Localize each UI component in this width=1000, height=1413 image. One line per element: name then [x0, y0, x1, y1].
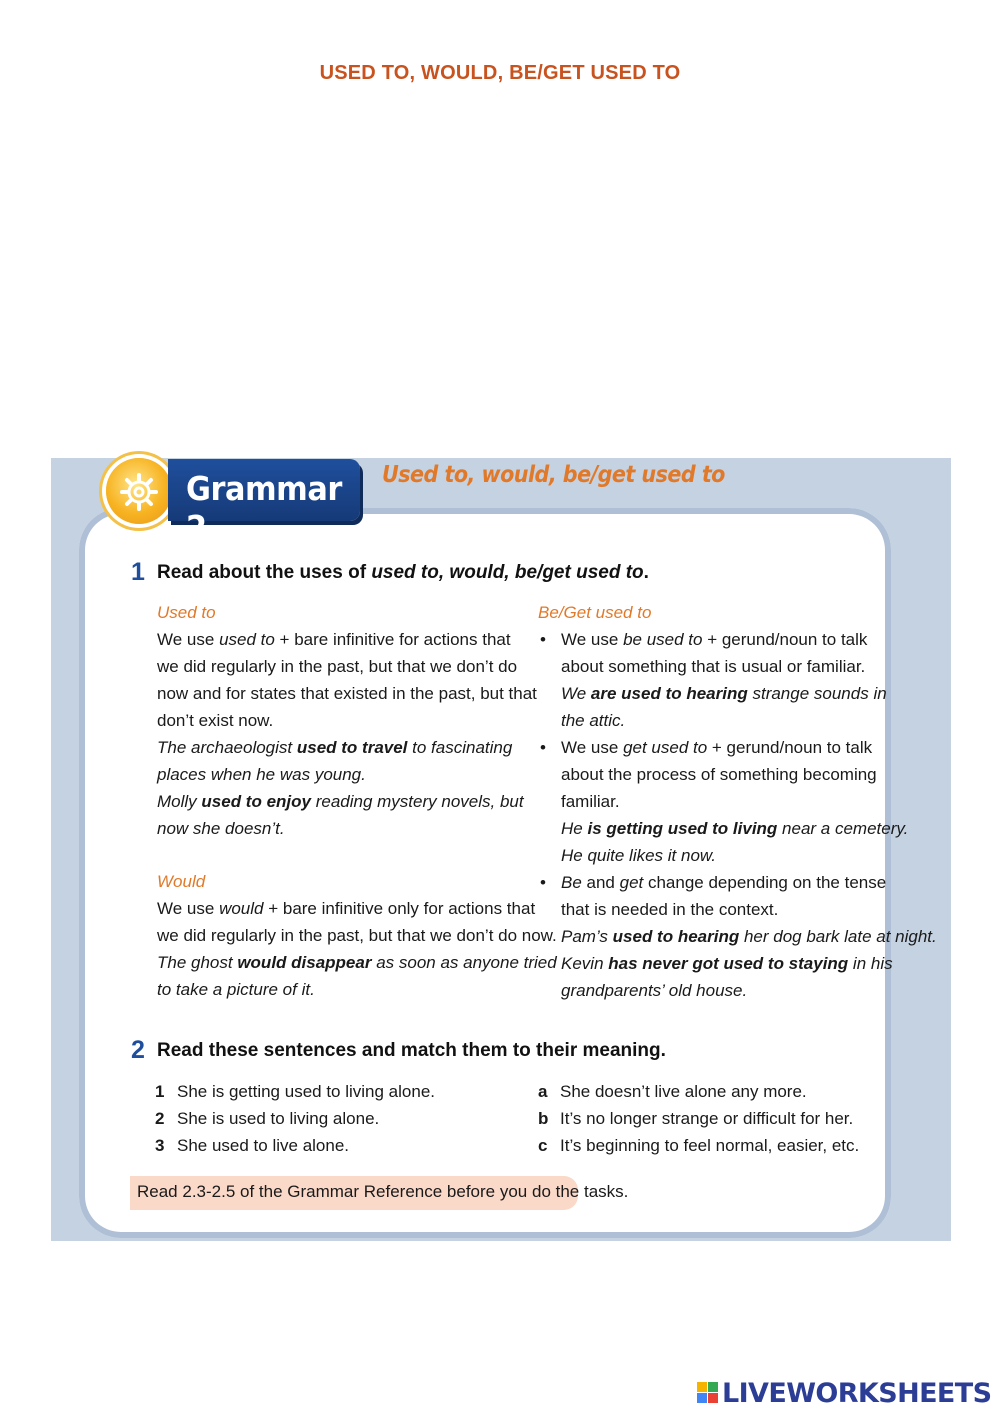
would-title: Would	[157, 872, 206, 891]
left-column	[157, 599, 557, 1003]
used-to-rule-term: used to	[219, 630, 275, 649]
logo-text: LIVEWORKSHEETS	[722, 1378, 992, 1409]
bullet-icon: •	[540, 873, 546, 892]
used-to-rule-c: + bare infinitive for actions that	[274, 630, 511, 649]
item-label: b	[538, 1109, 549, 1128]
rule-line: about the process of something becoming	[561, 765, 877, 784]
example-bold: used to enjoy	[201, 792, 311, 811]
would-rule-line: we did regularly in the past, but that we don’t do now.	[157, 926, 557, 945]
example-bold: used to hearing	[612, 927, 740, 946]
task-number-1: 1	[131, 558, 145, 586]
task1-heading-pre: Read about the uses of	[157, 562, 372, 583]
example-text: in his	[848, 954, 893, 973]
task1-heading	[157, 562, 649, 584]
used-to-rule-line: now and for states that existed in the past, but that	[157, 684, 537, 703]
rule-term: get used to	[623, 738, 708, 757]
rule-text: + gerund/noun to talk	[702, 630, 868, 649]
example-text: to fascinating	[407, 738, 513, 757]
example-text: We	[561, 684, 591, 703]
example-bold: would disappear	[237, 953, 372, 972]
example-bold: is getting used to living	[587, 819, 778, 838]
example-text: reading mystery novels, but	[310, 792, 524, 811]
example-bold: has never got used to staying	[608, 954, 849, 973]
item-text: She is getting used to living alone.	[177, 1082, 436, 1101]
rule-text: We use	[561, 738, 624, 757]
liveworksheets-logo	[697, 1378, 997, 1408]
list-item	[155, 1078, 435, 1105]
example-line: He quite likes it now.	[561, 846, 716, 865]
gear-icon	[119, 472, 159, 512]
would-rule-c: + bare infinitive only for actions that	[263, 899, 536, 918]
example-text: Molly	[157, 792, 202, 811]
bullet-icon: •	[540, 738, 546, 757]
be-get-bullet-2	[538, 734, 937, 869]
item-label: 3	[155, 1136, 165, 1155]
logo-icon	[697, 1382, 719, 1404]
section-subtitle: Used to, would, be/get used to	[382, 462, 725, 488]
reference-note	[130, 1176, 629, 1210]
would-rule-a: We use	[157, 899, 220, 918]
bullet-icon: •	[540, 630, 546, 649]
task1-heading-post: .	[643, 562, 649, 583]
used-to-example-1-line: places when he was young.	[157, 765, 366, 784]
gear-badge	[106, 458, 172, 524]
rule-term: be used to	[623, 630, 703, 649]
be-get-title: Be/Get used to	[538, 603, 652, 622]
example-text: The archaeologist	[157, 738, 297, 757]
be-get-bullet-1	[538, 626, 937, 734]
example-text: Kevin	[561, 954, 609, 973]
item-text: She doesn’t live alone any more.	[560, 1082, 807, 1101]
used-to-title: Used to	[157, 603, 216, 622]
rule-term: Be	[561, 873, 582, 892]
item-text: She is used to living alone.	[177, 1109, 380, 1128]
would-rule-term: would	[219, 899, 264, 918]
list-item	[155, 1105, 435, 1132]
used-to-example-2	[157, 788, 557, 815]
rule-term: get	[619, 873, 644, 892]
rule-line: familiar.	[561, 792, 620, 811]
list-item	[538, 1105, 859, 1132]
page-title: USED TO, WOULD, BE/GET USED TO	[319, 62, 681, 84]
rule-text: change depending on the tense	[643, 873, 887, 892]
section-badge	[168, 459, 360, 547]
item-label: 1	[155, 1082, 165, 1101]
list-item	[155, 1132, 435, 1159]
meaning-list	[538, 1078, 859, 1159]
item-label: a	[538, 1082, 548, 1101]
badge-title: Grammar 2	[186, 469, 342, 547]
rule-line: that is needed in the context.	[561, 900, 779, 919]
would-example	[157, 949, 557, 976]
task-number-2: 2	[131, 1036, 145, 1064]
item-text: She used to live alone.	[177, 1136, 350, 1155]
example-line: grandparents’ old house.	[561, 981, 748, 1000]
example-text: Pam’s	[561, 927, 613, 946]
task2-heading: Read these sentences and match them to their meaning.	[157, 1040, 666, 1061]
example-text: as soon as anyone tried	[371, 953, 557, 972]
sentence-list	[155, 1078, 435, 1159]
rule-line: about something that is usual or familiar.	[561, 657, 866, 676]
task1-heading-terms: used to, would, be/get used to	[371, 562, 644, 583]
used-to-example-1	[157, 734, 557, 761]
rule-text: We use	[561, 630, 624, 649]
reference-text: Read 2.3-2.5 of the Grammar Reference before you do the tasks.	[137, 1182, 629, 1201]
list-item	[538, 1078, 859, 1105]
example-line: the attic.	[561, 711, 626, 730]
used-to-example-2-line: now she doesn’t.	[157, 819, 285, 838]
item-text: It’s no longer strange or difficult for her.	[560, 1109, 854, 1128]
right-column	[538, 599, 937, 1004]
item-label: c	[538, 1136, 548, 1155]
used-to-rule-line: we did regularly in the past, but that we don’t do	[157, 657, 518, 676]
example-text: He	[561, 819, 588, 838]
used-to-rule-line: don’t exist now.	[157, 711, 274, 730]
example-bold: are used to hearing	[590, 684, 748, 703]
example-text: strange sounds in	[747, 684, 887, 703]
would-rule	[157, 895, 557, 922]
example-text: The ghost	[157, 953, 238, 972]
example-text: near a cemetery.	[777, 819, 909, 838]
used-to-rule	[157, 626, 557, 653]
example-bold: used to travel	[296, 738, 408, 757]
example-text: her dog bark late at night.	[739, 927, 937, 946]
be-get-bullet-3	[538, 869, 937, 1004]
used-to-rule-a: We use	[157, 630, 220, 649]
would-example-line: to take a picture of it.	[157, 980, 315, 999]
item-text: It’s beginning to feel normal, easier, etc.	[560, 1136, 860, 1155]
rule-text: and	[581, 873, 620, 892]
list-item	[538, 1132, 859, 1159]
rule-text: + gerund/noun to talk	[707, 738, 873, 757]
item-label: 2	[155, 1109, 165, 1128]
